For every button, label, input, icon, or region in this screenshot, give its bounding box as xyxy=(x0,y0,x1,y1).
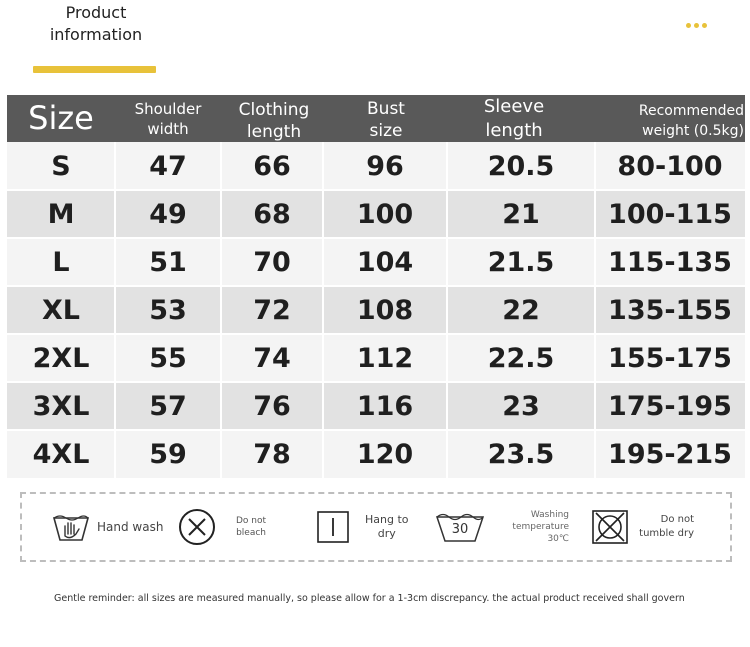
page-title xyxy=(48,2,144,46)
size-cell: L xyxy=(52,246,70,278)
bust-cell: 116 xyxy=(356,390,414,422)
table-row xyxy=(7,190,745,238)
header-clothing-length: Clothing length xyxy=(238,100,310,142)
weight-cell: 135-155 xyxy=(608,294,732,326)
table-row xyxy=(7,382,745,430)
dot xyxy=(686,23,691,28)
column-divider xyxy=(322,142,324,480)
length-cell: 66 xyxy=(253,150,291,182)
table-row xyxy=(7,430,745,478)
shoulder-cell: 47 xyxy=(149,150,187,182)
length-cell: 74 xyxy=(253,342,291,374)
title-line-2: information xyxy=(49,25,143,44)
bust-cell: 112 xyxy=(356,342,414,374)
shoulder-cell: 59 xyxy=(149,438,187,470)
care-wash-temperature xyxy=(435,494,569,560)
table-row xyxy=(7,238,745,286)
hang-dry-icon xyxy=(317,511,349,543)
sleeve-cell: 20.5 xyxy=(487,150,555,182)
no-bleach-icon xyxy=(178,508,216,546)
shoulder-cell: 53 xyxy=(149,294,187,326)
table-row xyxy=(7,142,745,190)
hang-dry-label: Hang to dry xyxy=(365,513,409,540)
no-tumble-dry-icon xyxy=(592,510,628,544)
row-divider xyxy=(7,237,745,239)
bust-cell: 108 xyxy=(356,294,414,326)
length-cell: 72 xyxy=(253,294,291,326)
weight-cell: 155-175 xyxy=(608,342,732,374)
bust-cell: 120 xyxy=(356,438,414,470)
size-cell: 3XL xyxy=(32,390,90,422)
sleeve-cell: 22 xyxy=(502,294,540,326)
bust-cell: 104 xyxy=(356,246,414,278)
care-hand-wash xyxy=(52,494,163,560)
weight-cell: 100-115 xyxy=(608,198,732,230)
sleeve-cell: 22.5 xyxy=(487,342,555,374)
length-cell: 76 xyxy=(253,390,291,422)
no-tumble-dry-label: Do not tumble dry xyxy=(639,514,694,539)
column-divider xyxy=(114,142,116,480)
length-cell: 78 xyxy=(253,438,291,470)
care-hang-dry xyxy=(317,494,409,560)
wash-30-icon xyxy=(435,511,485,543)
shoulder-cell: 55 xyxy=(149,342,187,374)
no-bleach-label: Do not bleach xyxy=(236,516,267,538)
header-weight: Recommended weight (0.5kg) xyxy=(638,103,744,139)
length-cell: 70 xyxy=(253,246,291,278)
length-cell: 68 xyxy=(253,198,291,230)
shoulder-cell: 49 xyxy=(149,198,187,230)
accent-bar xyxy=(33,66,156,73)
care-no-bleach xyxy=(178,494,266,560)
row-divider xyxy=(7,381,745,383)
sleeve-cell: 23.5 xyxy=(487,438,555,470)
row-divider xyxy=(7,429,745,431)
care-no-tumble-dry xyxy=(592,494,694,560)
sleeve-cell: 21.5 xyxy=(487,246,555,278)
size-cell: 4XL xyxy=(32,438,90,470)
table-row xyxy=(7,334,745,382)
title-line-1: Product xyxy=(65,3,127,22)
hand-wash-label: Hand wash xyxy=(97,520,164,534)
sleeve-cell: 21 xyxy=(502,198,540,230)
size-cell: M xyxy=(47,198,75,230)
size-cell: 2XL xyxy=(32,342,90,374)
weight-cell: 80-100 xyxy=(617,150,723,182)
wash-temperature-value: 30 xyxy=(451,522,469,537)
table-row xyxy=(7,286,745,334)
header-size: Size xyxy=(28,99,94,137)
shoulder-cell: 57 xyxy=(149,390,187,422)
weight-cell: 195-215 xyxy=(608,438,732,470)
shoulder-cell: 51 xyxy=(149,246,187,278)
weight-cell: 175-195 xyxy=(608,390,732,422)
table-header xyxy=(7,95,745,142)
sleeve-cell: 23 xyxy=(502,390,540,422)
row-divider xyxy=(7,333,745,335)
column-divider xyxy=(446,142,448,480)
size-table xyxy=(5,93,747,480)
column-divider xyxy=(220,142,222,480)
column-divider xyxy=(594,142,596,480)
hand-wash-icon xyxy=(52,512,90,542)
wash-temperature-label: Washing temperature 30℃ xyxy=(512,510,569,544)
row-divider xyxy=(7,189,745,191)
gentle-reminder: Gentle reminder: all sizes are measured manually, so please allow for a 1-3cm discrepancy. the actual product received shall govern xyxy=(54,593,685,604)
size-cell: S xyxy=(51,150,71,182)
weight-cell: 115-135 xyxy=(608,246,732,278)
care-instructions xyxy=(20,492,732,562)
ellipsis-icon[interactable] xyxy=(686,23,707,28)
dot xyxy=(702,23,707,28)
row-divider xyxy=(7,285,745,287)
header-sleeve: Sleeve length xyxy=(483,96,545,141)
header-bust: Bust size xyxy=(367,99,405,141)
size-cell: XL xyxy=(41,294,81,326)
bust-cell: 96 xyxy=(366,150,404,182)
header-shoulder: Shoulder width xyxy=(134,100,202,138)
bust-cell: 100 xyxy=(356,198,414,230)
dot xyxy=(694,23,699,28)
